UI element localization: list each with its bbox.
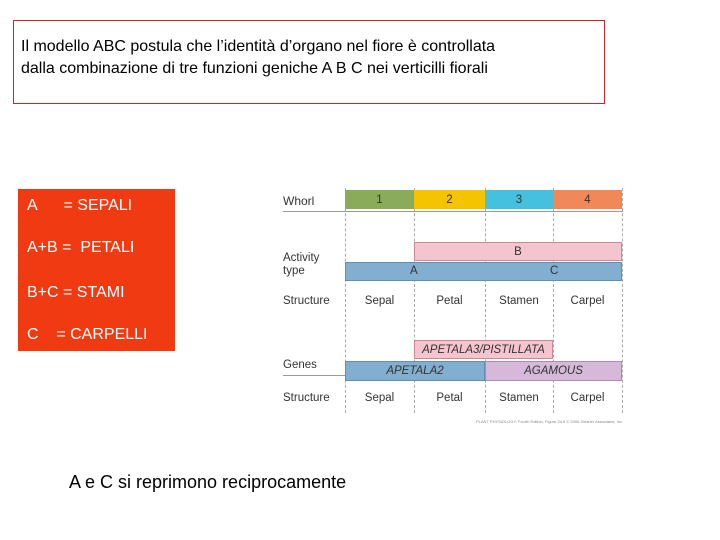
gene-apetala2: APETALA2 [345, 361, 485, 381]
structure-carpel-bottom: Carpel [570, 392, 605, 404]
title-line-2: dalla combinazione di tre funzioni geniche A B C nei verticilli fiorali [21, 60, 488, 77]
whorl-3-cell: 3 [485, 190, 553, 209]
legend-item-carpelli: C = CARPELLI [27, 326, 148, 343]
title-line-1: Il modello ABC postula che l’identità d’organo nel fiore è controllata [21, 38, 496, 55]
gene-agamous: AGAMOUS [485, 361, 622, 381]
row-label-structure: Structure [283, 295, 330, 307]
separator-line [283, 211, 623, 212]
row-label-whorl: Whorl [283, 194, 315, 208]
whorl-divider [622, 188, 623, 413]
legend-item-sepali: A = SEPALI [27, 197, 133, 214]
structure-petal: Petal [436, 295, 463, 307]
row-label-structure-bottom: Structure [283, 392, 330, 404]
structure-petal-bottom: Petal [436, 392, 463, 404]
row-label-activity: Activity [283, 252, 320, 264]
whorl-4-cell: 4 [553, 190, 622, 209]
gene-apetala3-pistillata: APETALA3/PISTILLATA [414, 340, 553, 359]
structure-stamen-bottom: Stamen [499, 392, 539, 404]
c-activity-label: C [550, 265, 559, 277]
legend-item-stami: B+C = STAMI [27, 284, 125, 301]
row-label-activity-type: type [283, 265, 305, 277]
whorl-1-cell: 1 [345, 190, 414, 209]
caption: A e C si reprimono reciprocamente [69, 472, 347, 492]
structure-stamen: Stamen [499, 295, 539, 307]
whorl-2-cell: 2 [414, 190, 485, 209]
row-label-genes: Genes [283, 359, 317, 371]
figure-credit: PLANT PHYSIOLOGY, Fourth Edition, Figure 24.6 © 2006 Sinauer Associates, Inc. [476, 419, 624, 424]
ac-activity-bar [345, 262, 622, 281]
legend-item-petali: A+B = PETALI [27, 239, 135, 256]
structure-sepal-bottom: Sepal [364, 392, 395, 404]
b-activity-bar: B [414, 242, 622, 261]
a-activity-label: A [410, 265, 418, 277]
structure-sepal: Sepal [364, 295, 395, 307]
structure-carpel: Carpel [570, 295, 605, 307]
